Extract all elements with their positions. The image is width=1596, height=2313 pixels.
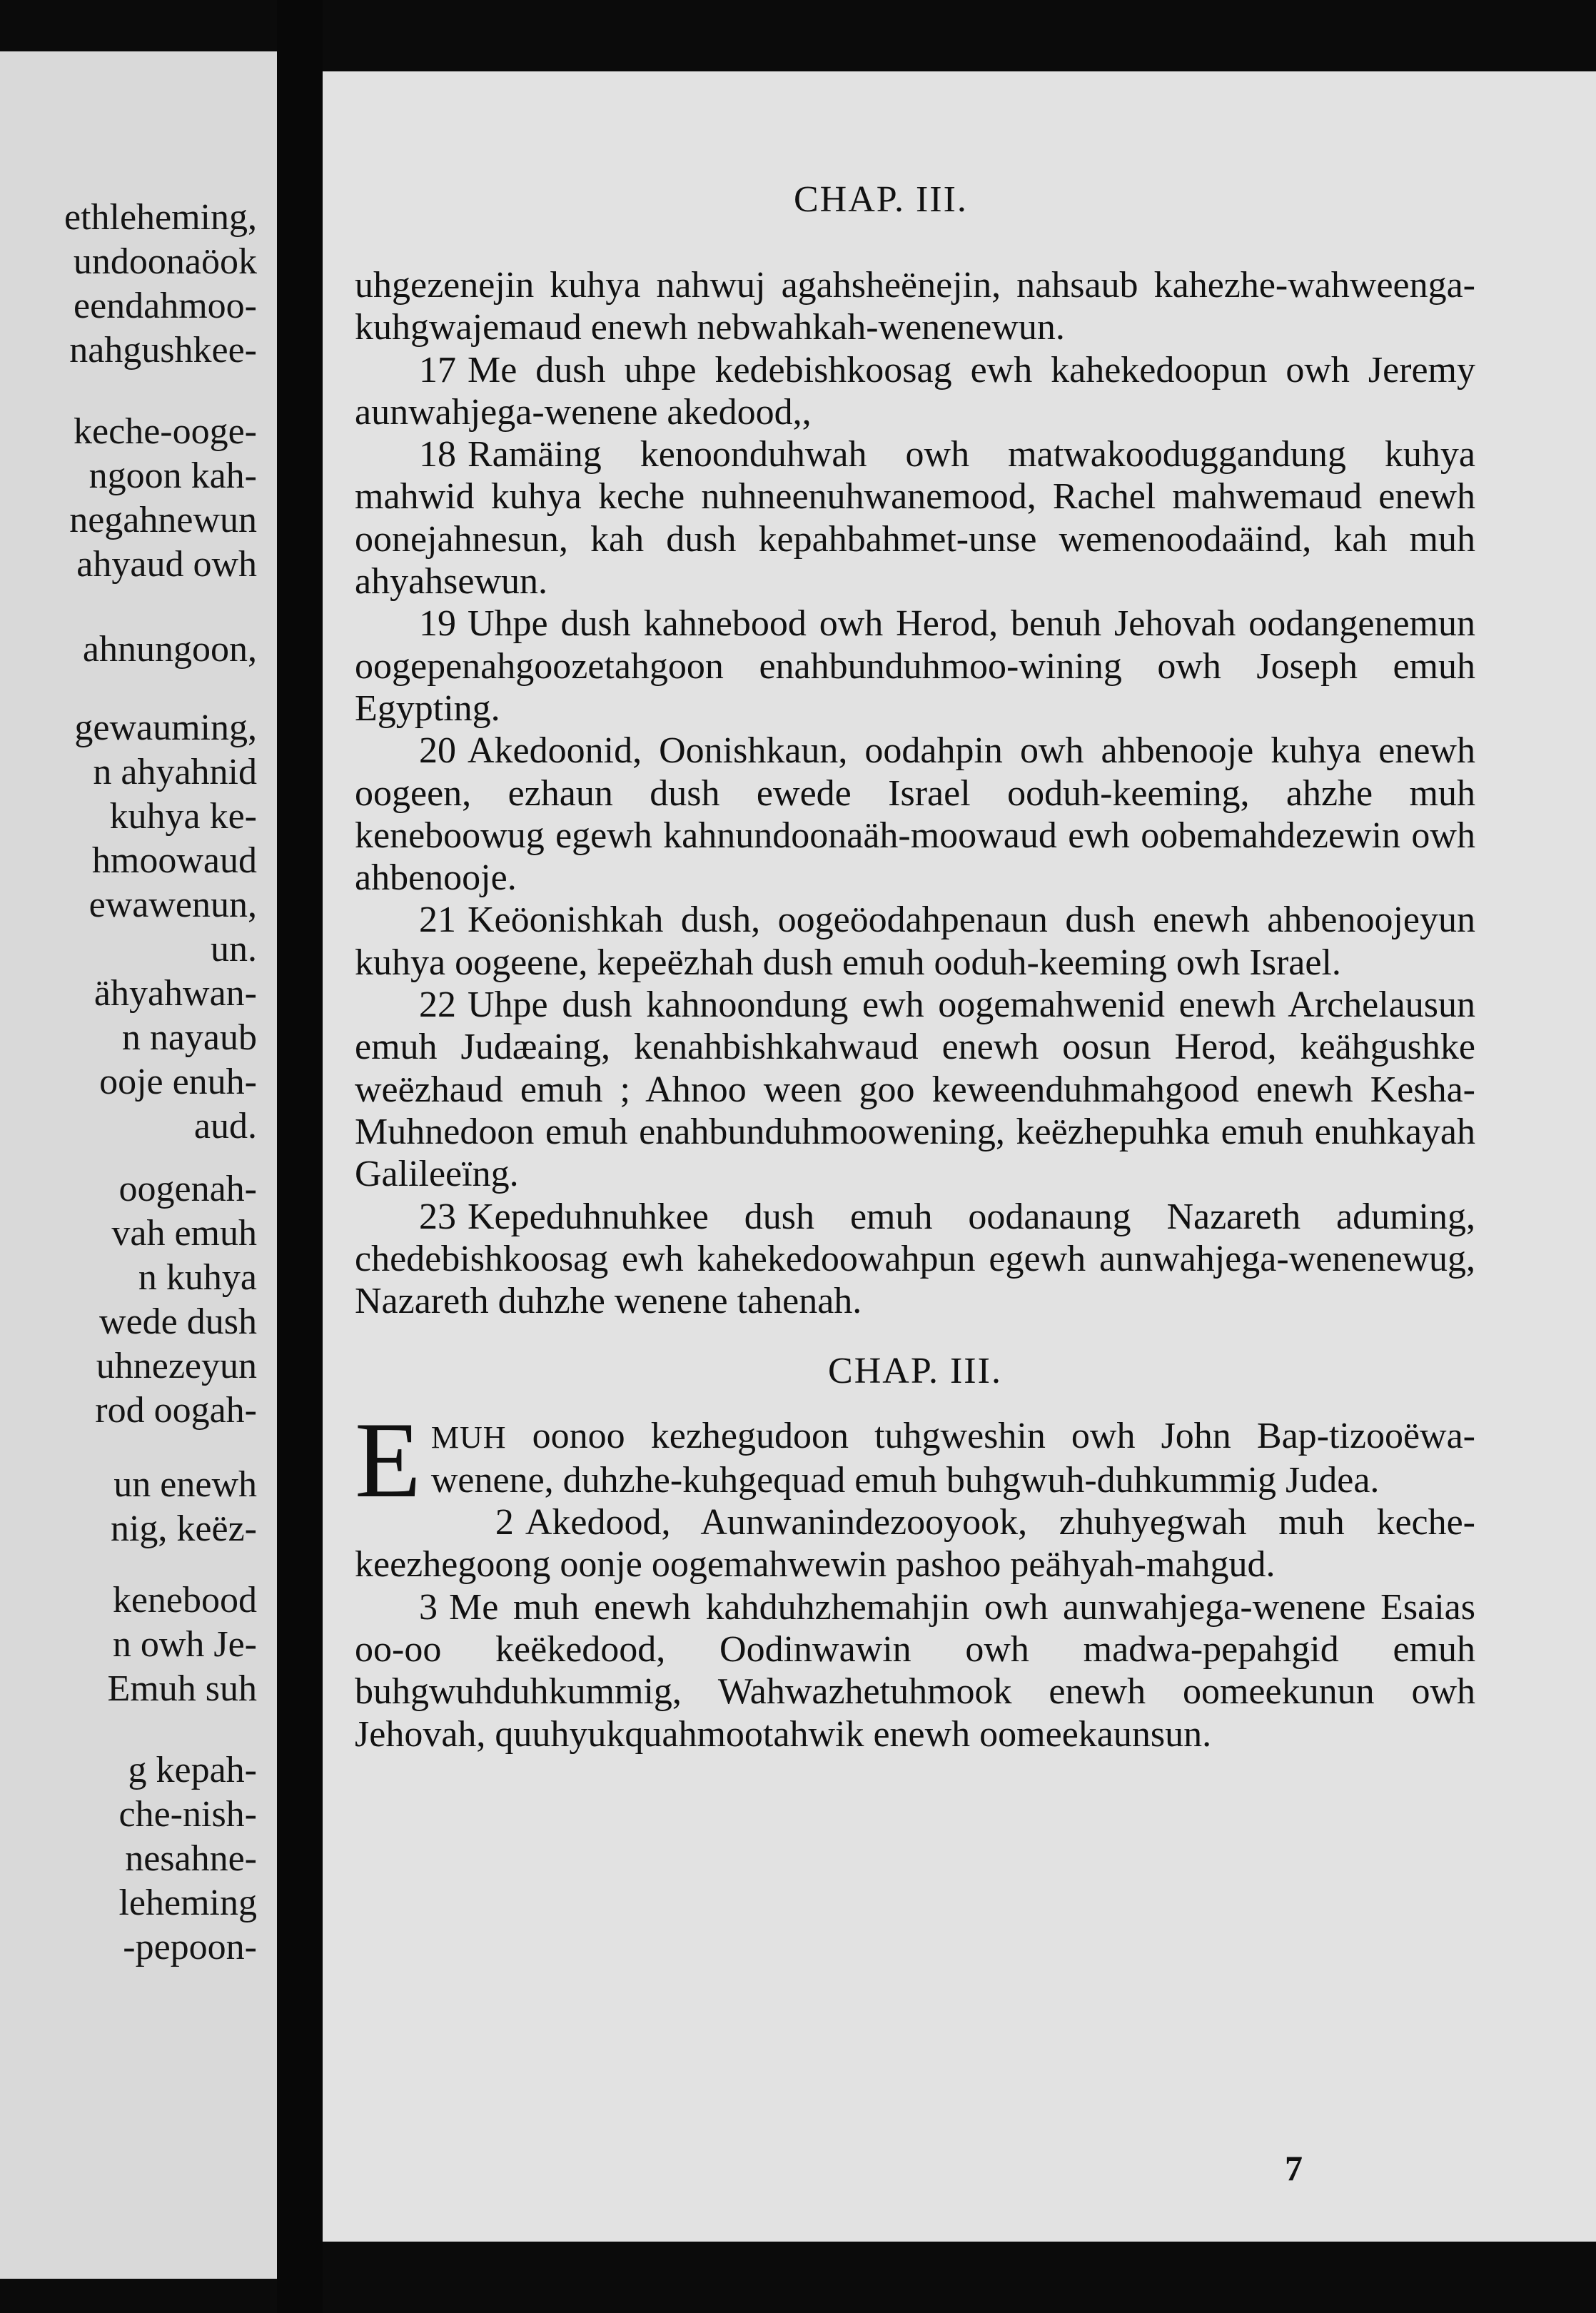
left-page-line: aud. [193,1106,257,1147]
verse-number: 20 [419,730,456,772]
verse [355,1196,1475,1323]
verse [355,433,1475,603]
left-page [0,51,277,2279]
verse-text: Me muh enewh kahduhzhemahjin owh aunwahjega-wenene Esaias oo-oo keëkedood, Oodinwawin owh madwa-pepahgid emuh buhgwuhduhkummig, Wahwazhetuhmook enewh oomeekunun owh Jehovah, quuhyukquahmootahwik enewh oomeekaunsun. [355,1586,1475,1755]
verse [355,984,1475,1195]
right-page [323,71,1596,2242]
chapter-3-verses [355,1501,1475,1755]
left-page-line: nahgushkee- [69,330,257,371]
left-page-line: wede dush [99,1301,257,1342]
verse-text: oonoo kezhegudoon tuhgweshin owh John Bap-tizooëwa-wenene, duhzhe-kuhgequad emuh buhgwuh-duhkummig Judea. [430,1416,1475,1501]
verse-text: Akedoonid, Oonishkaun, oodahpin owh ahbenooje kuhya enewh oogeen, ezhaun dush ewede Israel ooduh-keeming, ahzhe muh keneboowug egewh kahnundoonaäh-moowaud ewh oobemahdezewin owh ahbenooje. [355,730,1475,899]
verse-number: 22 [419,984,456,1026]
left-page-line: keche-ooge- [74,411,257,452]
verse-number: 23 [419,1196,456,1237]
left-page-line: ewawenun, [89,885,257,925]
verse [355,730,1475,899]
verse-continuation: uhgezenejin kuhya nahwuj agahsheënejin, nahsaub kahezhe-wahweenga-kuhgwajemaud enewh nebwahkah-wenenewun. [355,265,1475,348]
page-gutter [277,0,323,2313]
verse-text: Ramäing kenoonduhwah owh matwakooduggandung kuhya mahwid kuhya keche nuhneenuhwanemood, Rachel mahwemaud enewh oonejahnesun, kah dush kepahbahmet-unse wemenoodaäind, kah muh ahyahsewun. [355,434,1475,603]
left-page-line: uhnezeyun [96,1346,257,1386]
verse-number: 2 [495,1502,514,1543]
left-page-line: -pepoon- [123,1927,257,1967]
verse-1 [355,1400,1475,1521]
left-page-line: nig, keëz- [110,1508,257,1549]
body-text [355,264,1475,1755]
verse-text: Uhpe dush kahnoondung ewh oogemahwenid enewh Archelausun emuh Judæaing, kenahbishkahwaud enewh oosun Herod, keähgushke weëzhaud emuh ; Ahnoo ween goo keweenduhmahgood enewh Kesha-Muhnedoon emuh enahbunduhmoowening, keëzhepuhka emuh enuhkayah Galileeïng. [355,984,1475,1195]
left-page-line: ooje enuh- [99,1062,257,1102]
left-page-line: oogenah- [118,1169,257,1209]
left-page-line: leheming [118,1883,257,1923]
left-page-line: rod oogah- [95,1390,257,1431]
verse [355,349,1475,434]
verse [355,603,1475,730]
drop-cap: E [355,1400,421,1521]
left-page-line: undoonaöok [73,241,257,282]
left-page-line: ahyaud owh [76,544,257,585]
verse-text: Akedood, Aunwanindezooyook, zhuhyegwah muh keche-keezhegoong oonje oogemahwewin pashoo peähyah-mahgud. [355,1502,1475,1586]
verse [355,899,1475,984]
left-page-line: ahnungoon, [82,629,257,670]
left-page-line: kuhya ke- [109,796,257,837]
running-head: CHAP. III. [794,179,968,220]
left-page-line: che-nish- [118,1794,257,1835]
left-page-line: un. [211,929,257,969]
verse-text: Kepeduhnuhkee dush emuh oodanaung Nazareth aduming, chedebishkoosag ewh kahekedoowahpun egewh aunwahjega-wenenewug, Nazareth duhzhe wenene tahenah. [355,1196,1475,1322]
verse-text: Keöonishkah dush, oogeöodahpenaun dush enewh ahbenoojeyun kuhya oogeene, kepeëzhah dush emuh ooduh-keeming owh Israel. [355,900,1475,983]
verse [355,1501,1475,1586]
left-page-line: n owh Je- [112,1624,257,1665]
verse-text: Me dush uhpe kedebishkoosag ewh kahekedoopun owh Jeremy aunwahjega-wenene akedood,, [355,349,1475,433]
chapter-heading: CHAP. III. [828,1351,1002,1392]
left-page-line: n ahyahnid [93,752,257,792]
page-number: 7 [1285,2148,1303,2188]
left-page-line: ngoon kah- [89,455,257,496]
left-page-line: gewauming, [74,707,257,748]
left-page-line: negahnewun [69,500,257,540]
left-page-line: vah emuh [111,1213,257,1254]
verse-number: 19 [419,603,456,645]
verse-number: 21 [419,900,456,941]
left-page-line: ähyahwan- [94,973,257,1014]
left-page-line: n kuhya [138,1257,257,1298]
left-page-line: hmoowaud [91,840,257,881]
left-page-line: g kepah- [128,1750,257,1790]
verse-opening-word: MUH [430,1420,507,1456]
left-page-line: ethleheming, [64,197,257,238]
verse-number: 3 [419,1586,438,1628]
left-page-line: kenebood [112,1580,257,1621]
left-page-line: un enewh [113,1464,257,1505]
verse [355,1586,1475,1755]
left-page-line: Emuh suh [107,1668,257,1709]
left-page-line: eendahmoo- [73,286,257,326]
verse-text: Uhpe dush kahnebood owh Herod, benuh Jehovah oodangenemun oogepenahgoozetahgoon enahbunduhmoo-wining owh Joseph emuh Egypting. [355,603,1475,729]
verse-number: 17 [419,349,456,390]
left-page-line: nesahne- [125,1838,257,1879]
left-page-line: n nayaub [121,1017,257,1058]
verse-number: 18 [419,434,456,475]
chapter-2-verses [355,349,1475,1323]
